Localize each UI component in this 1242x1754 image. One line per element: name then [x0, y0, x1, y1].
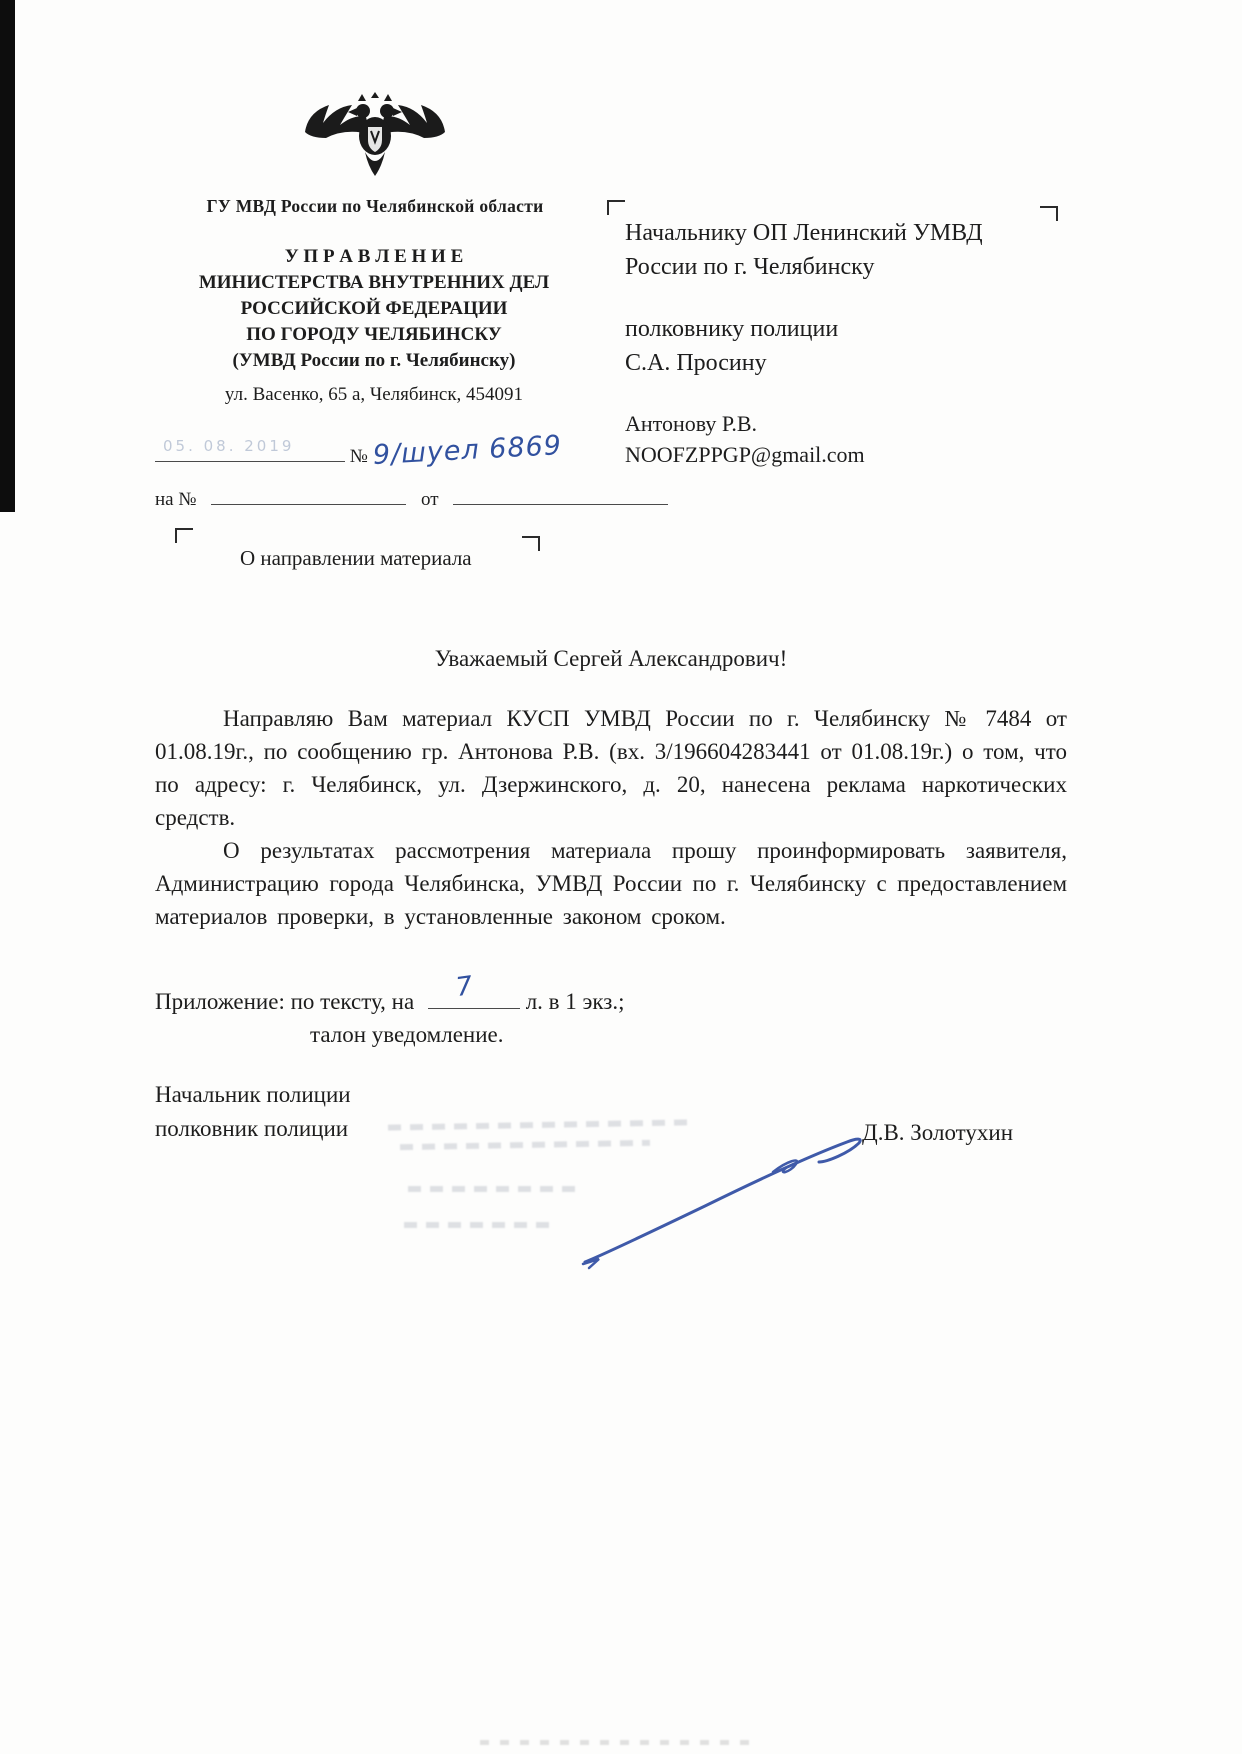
- pages-blank: [428, 970, 520, 1009]
- handwritten-page-count: 7: [453, 970, 475, 1004]
- recipient-email: NOOFZPPGP@gmail.com: [625, 442, 865, 467]
- scan-artifact-black-bar: [0, 0, 15, 512]
- scan-artifact-bottom-marks: [480, 1740, 760, 1745]
- org-line: МИНИСТЕРСТВА ВНУТРЕННИХ ДЕЛ: [198, 272, 550, 293]
- corner-mark: [1040, 206, 1058, 221]
- recipient-line: Антонову Р.В.: [625, 411, 758, 436]
- recipient-line: России по г. Челябинску: [625, 254, 875, 280]
- date-stamp: 05. 08. 2019: [163, 437, 295, 455]
- corner-mark: [175, 528, 193, 543]
- signer-post-block: [155, 1078, 351, 1146]
- recipient-address: [625, 216, 983, 284]
- date-blank: [155, 439, 345, 462]
- attachment-line2: талон уведомление.: [310, 1022, 504, 1047]
- recipient-contact: [625, 408, 983, 470]
- salutation: Уважаемый Сергей Александрович!: [434, 646, 788, 671]
- org-line: РОССИЙСКОЙ ФЕДЕРАЦИИ: [240, 298, 508, 319]
- org-line: У П Р А В Л Е Н И Е: [284, 246, 464, 267]
- attachment-prefix: Приложение: по тексту, на: [155, 989, 415, 1014]
- recipient-line: С.А. Просину: [625, 350, 767, 376]
- attachment-line: [155, 970, 625, 1015]
- org-line: (УМВД России по г. Челябинску): [232, 350, 516, 371]
- org-name-block: [128, 244, 620, 374]
- handwritten-signature: [575, 1110, 905, 1285]
- recipient-line: полковнику полиции: [625, 316, 839, 342]
- corner-mark: [607, 200, 625, 215]
- parent-org-name: ГУ МВД России по Челябинской области: [206, 196, 544, 216]
- recipient-line: Начальнику ОП Ленинский УМВД: [625, 220, 983, 246]
- org-postal-address: ул. Васенко, 65 а, Челябинск, 454091: [224, 384, 524, 405]
- signer-name: Д.В. Золотухин: [862, 1120, 1014, 1145]
- handwritten-outgoing-number: 9/шуел 6869: [371, 430, 563, 471]
- signer-post-line: полковник полиции: [155, 1116, 349, 1141]
- recipient-rank-name: [625, 312, 983, 380]
- paragraph: Направляю Вам материал КУСП УМВД России по г. Челябинску № 7484 от 01.08.19г., по сообщению гр. Антонова Р.В. (вх. 3/196604283441 от 01.08.19г.) о том, что по адресу: г. Челябинск, ул. Дзержинского, д. 20, нанесена реклама наркотических средств.: [155, 706, 1067, 830]
- reference-number-row: [155, 482, 668, 511]
- subject-line: О направлении материала: [240, 546, 472, 570]
- mvd-eagle-emblem-icon: [295, 92, 455, 189]
- faded-stamp-imprint: [404, 1222, 554, 1228]
- paragraph: О результатах рассмотрения материала прошу проинформировать заявителя, Администрацию города Челябинска, УМВД России по г. Челябинску с предоставлением материалов проверки, в установленные законом сроком.: [155, 838, 1067, 929]
- ref-ot-label: от: [420, 489, 439, 510]
- attachment-suffix: л. в 1 экз.;: [525, 989, 625, 1014]
- outgoing-number-row: [155, 430, 563, 471]
- ref-na-label: на №: [155, 489, 197, 510]
- number-label: №: [349, 446, 368, 467]
- corner-mark: [522, 536, 540, 551]
- letter-body: [155, 702, 1067, 933]
- faded-stamp-imprint: [408, 1186, 578, 1192]
- ref-number-blank: [211, 482, 406, 505]
- recipient-block: [625, 216, 983, 498]
- org-line: ПО ГОРОДУ ЧЕЛЯБИНСКУ: [246, 324, 502, 345]
- signer-post-line: Начальник полиции: [155, 1082, 351, 1107]
